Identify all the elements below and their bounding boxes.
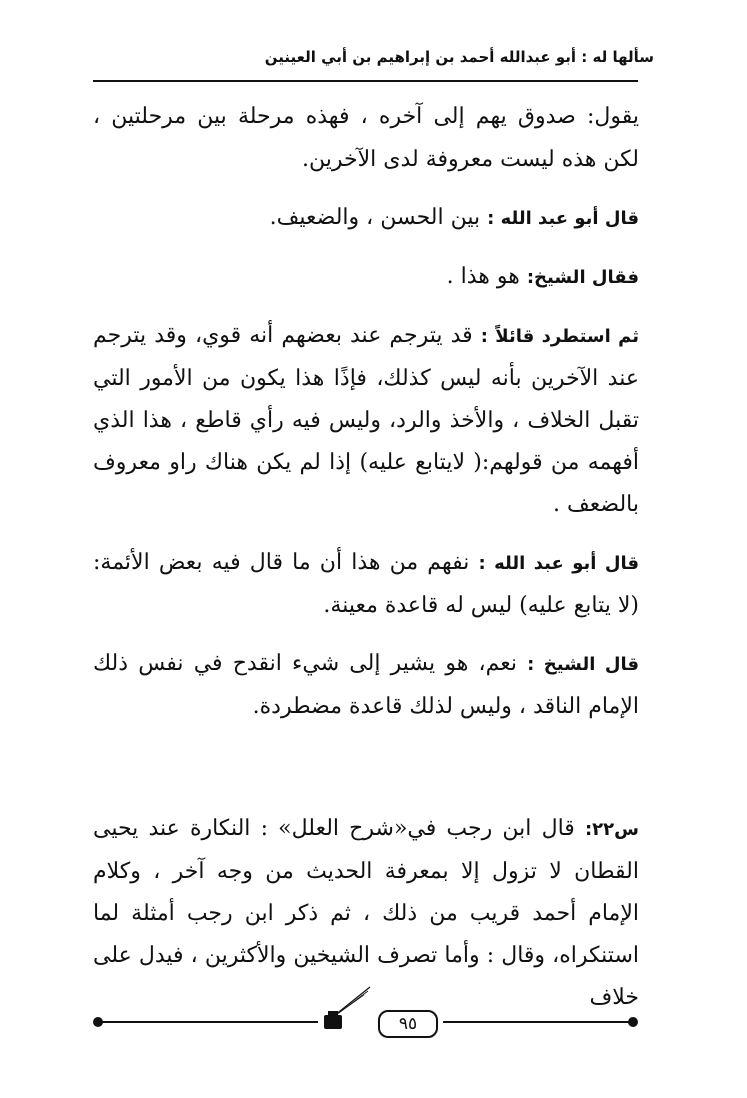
footer-rule-right bbox=[443, 1021, 633, 1023]
question-label: س٢٢: bbox=[584, 819, 639, 840]
speaker-label: ثم استطرد قائلاً : bbox=[480, 326, 640, 347]
page-number: ٩٥ bbox=[378, 1010, 438, 1038]
paragraph-text: نفهم من هذا أن ما قال فيه بعض الأئمة: (لا يتابع عليه) ليس له قاعدة معينة. bbox=[93, 550, 639, 618]
paragraph-text: قد يترجم عند بعضهم أنه قوي، وقد يترجم عند الآخرين بأنه ليس كذلك، فإذًا هذا يكون من الأمور التي تقبل الخلاف ، والأخذ والرد، وليس فيه رأي قاطع ، هذا الذي أفهمه من قولهم:( لايتابع عليه) إذا لم يكن هناك راو معروف بالضعف . bbox=[93, 323, 639, 517]
dialogue-block bbox=[93, 96, 639, 728]
question-text: قال ابن رجب في«شرح العلل» : النكارة عند يحيى القطان لا تزول إلا بمعرفة الحديث من وجه آخر ، وكلام الإمام أحمد قريب من ذلك ، ثم ذكر ابن رجب أمثلة لما استنكراه، وقال : وأما تصرف الشيخين والأكثرين ، فيدل على خلاف bbox=[93, 816, 639, 1010]
paragraph-text: نعم، هو يشير إلى شيء انقدح في نفس ذلك الإمام الناقد ، وليس لذلك قاعدة مضطردة. bbox=[93, 651, 639, 719]
speaker-label: قال أبو عبد الله : bbox=[487, 208, 639, 229]
running-header: سألها له : أبو عبدالله أحمد بن إبراهيم بن أبي العينين bbox=[264, 48, 654, 66]
inkwell-quill-icon bbox=[320, 985, 372, 1031]
speaker-label: فقال الشيخ: bbox=[526, 267, 639, 288]
paragraph-6 bbox=[93, 643, 639, 728]
speaker-label: قال الشيخ : bbox=[527, 654, 639, 675]
paragraph-text: هو هذا . bbox=[446, 264, 527, 289]
paragraph-text: يقول: صدوق يهم إلى آخره ، فهذه مرحلة بين مرحلتين ، لكن هذه ليست معروفة لدى الآخرين. bbox=[93, 104, 639, 172]
paragraph-4 bbox=[93, 315, 639, 526]
paragraph-3 bbox=[93, 256, 639, 299]
footer-rule-left bbox=[98, 1021, 318, 1023]
paragraph-text: بين الحسن ، والضعيف. bbox=[269, 205, 488, 230]
paragraph-1 bbox=[93, 96, 639, 181]
footer-dot-right bbox=[628, 1017, 638, 1027]
speaker-label: قال أبو عبد الله : bbox=[478, 553, 640, 574]
header-rule bbox=[93, 80, 638, 82]
paragraph-2 bbox=[93, 197, 639, 240]
paragraph-5 bbox=[93, 542, 639, 627]
